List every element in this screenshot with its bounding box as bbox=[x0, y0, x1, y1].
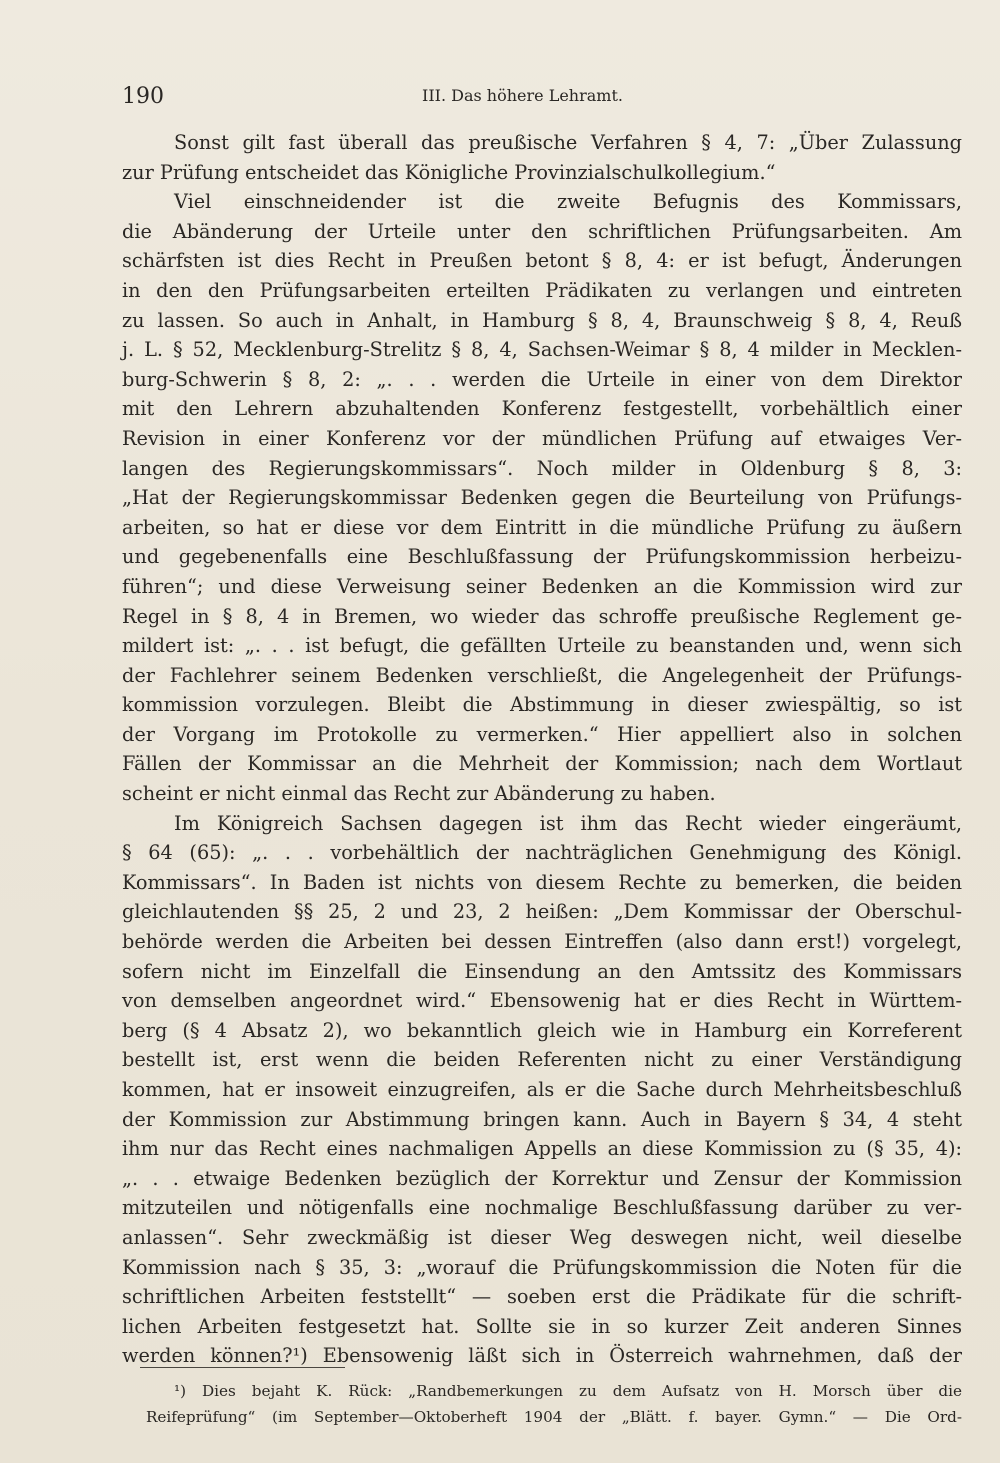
text-line: zu lassen. So auch in Anhalt, in Hamburg § 8, 4, Braunschweig § 8, 4, Reuß bbox=[122, 308, 962, 332]
text-line: Viel einschneidender ist die zweite Befugnis des Kommissars, bbox=[174, 190, 962, 214]
text-line: scheint er nicht einmal das Recht zur Abänderung zu haben. bbox=[122, 782, 716, 806]
text-line: § 64 (65): „. . . vorbehältlich der nachträglichen Genehmigung des Königl. bbox=[122, 841, 962, 865]
text-line: werden können?¹) Ebensowenig läßt sich in Österreich wahrnehmen, daß der bbox=[122, 1344, 962, 1368]
text-line: die Abänderung der Urteile unter den schriftlichen Prüfungsarbeiten. Am bbox=[122, 219, 962, 243]
footnote-divider bbox=[140, 1367, 345, 1368]
text-line: „Hat der Regierungskommissar Bedenken gegen die Beurteilung von Prüfungs- bbox=[122, 486, 962, 510]
text-line: schriftlichen Arbeiten feststellt“ — soeben erst die Prädikate für die schrift- bbox=[122, 1285, 962, 1309]
text-line: j. L. § 52, Mecklenburg-Strelitz § 8, 4, Sachsen-Weimar § 8, 4 milder in Mecklen- bbox=[122, 338, 962, 362]
footnote bbox=[146, 1378, 962, 1430]
text-line: kommen, hat er insoweit einzugreifen, als er die Sache durch Mehrheitsbeschluß bbox=[122, 1078, 962, 1101]
text-line: langen des Regierungskommissars“. Noch milder in Oldenburg § 8, 3: bbox=[122, 456, 962, 480]
text-line: mitzuteilen und nötigenfalls eine nochmalige Beschlußfassung darüber zu ver- bbox=[122, 1196, 962, 1220]
text-line: Revision in einer Konferenz vor der mündlichen Prüfung auf etwaiges Ver- bbox=[122, 426, 962, 450]
page-header bbox=[122, 84, 880, 116]
text-line: schärfsten ist dies Recht in Preußen betont § 8, 4: er ist befugt, Änderungen bbox=[122, 249, 962, 273]
text-line: sofern nicht im Einzelfall die Einsendung an den Amtssitz des Kommissars bbox=[122, 959, 962, 983]
text-line: Kommission nach § 35, 3: „worauf die Prüfungskommission die Noten für die bbox=[122, 1255, 962, 1279]
text-line: berg (§ 4 Absatz 2), wo bekanntlich gleich wie in Hamburg ein Korreferent bbox=[122, 1018, 962, 1042]
footnote-line: Reifeprüfung“ (im September—Oktoberheft 1904 der „Blätt. f. bayer. Gymn.“ — Die Ord- bbox=[146, 1408, 962, 1426]
text-line: lichen Arbeiten festgesetzt hat. Sollte sie in so kurzer Zeit anderen Sinnes bbox=[122, 1314, 962, 1338]
text-line: von demselben angeordnet wird.“ Ebensowenig hat er dies Recht in Württem- bbox=[122, 989, 962, 1013]
text-line: burg-Schwerin § 8, 2: „. . . werden die Urteile in einer von dem Direktor bbox=[122, 367, 962, 391]
text-line: Kommissars“. In Baden ist nichts von diesem Rechte zu bemerken, die beiden bbox=[122, 870, 962, 894]
text-line: Im Königreich Sachsen dagegen ist ihm das Recht wieder eingeräumt, bbox=[174, 811, 962, 835]
text-line: der Vorgang im Protokolle zu vermerken.“ Hier appelliert also in solchen bbox=[122, 722, 962, 746]
footnote-line: ¹) Dies bejaht K. Rück: „Randbemerkungen zu dem Aufsatz von H. Morsch über die bbox=[174, 1382, 962, 1400]
text-line: der Kommission zur Abstimmung bringen kann. Auch in Bayern § 34, 4 steht bbox=[122, 1107, 962, 1131]
text-line: ihm nur das Recht eines nachmaligen Appells an diese Kommission zu (§ 35, 4): bbox=[122, 1137, 962, 1161]
text-line: bestellt ist, erst wenn die beiden Referenten nicht zu einer Verständigung bbox=[122, 1048, 962, 1072]
body-text bbox=[122, 128, 962, 1371]
text-line: Fällen der Kommissar an die Mehrheit der Kommission; nach dem Wortlaut bbox=[122, 752, 962, 776]
running-head: III. Das höhere Lehramt. bbox=[422, 86, 623, 105]
text-line: kommission vorzulegen. Bleibt die Abstimmung in dieser zwiespältig, so ist bbox=[122, 693, 962, 717]
text-line: in den den Prüfungsarbeiten erteilten Prädikaten zu verlangen und eintreten bbox=[122, 278, 962, 302]
text-line: anlassen“. Sehr zweckmäßig ist dieser Weg deswegen nicht, weil dieselbe bbox=[122, 1225, 962, 1249]
text-line: zur Prüfung entscheidet das Königliche Provinzialschulkollegium.“ bbox=[122, 160, 776, 184]
text-line: gleichlautenden §§ 25, 2 und 23, 2 heißen: „Dem Kommissar der Oberschul- bbox=[122, 900, 962, 924]
page-number: 190 bbox=[122, 84, 164, 109]
text-line: Regel in § 8, 4 in Bremen, wo wieder das schroffe preußische Reglement ge- bbox=[122, 604, 962, 628]
text-line: und gegebenenfalls eine Beschlußfassung der Prüfungskommission herbeizu- bbox=[122, 545, 962, 569]
text-line: mildert ist: „. . . ist befugt, die gefällten Urteile zu beanstanden und, wenn sich bbox=[122, 634, 962, 658]
text-line: „. . . etwaige Bedenken bezüglich der Korrektur und Zensur der Kommission bbox=[122, 1166, 962, 1190]
text-line: behörde werden die Arbeiten bei dessen Eintreffen (also dann erst!) vorgelegt, bbox=[122, 930, 962, 954]
text-line: arbeiten, so hat er diese vor dem Eintritt in die mündliche Prüfung zu äußern bbox=[122, 515, 962, 539]
text-line: führen“; und diese Verweisung seiner Bedenken an die Kommission wird zur bbox=[122, 574, 962, 598]
text-line: mit den Lehrern abzuhaltenden Konferenz festgestellt, vorbehältlich einer bbox=[122, 397, 962, 421]
text-line: Sonst gilt fast überall das preußische Verfahren § 4, 7: „Über Zulassung bbox=[174, 131, 962, 154]
text-line: der Fachlehrer seinem Bedenken verschließt, die Angelegenheit der Prüfungs- bbox=[122, 663, 962, 687]
